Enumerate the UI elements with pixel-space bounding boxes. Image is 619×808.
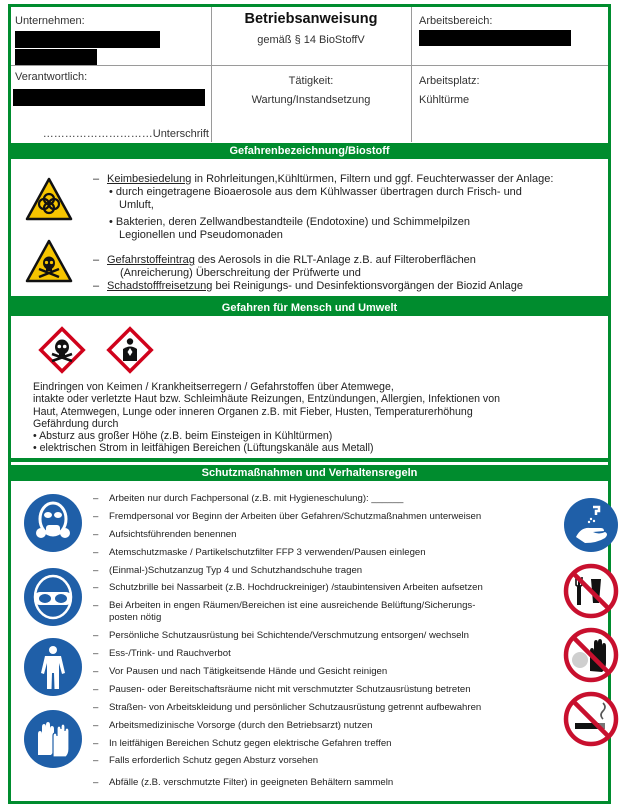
hazard-text: des Aerosols in die RLT-Anlage z.B. auf Filteroberflächen bbox=[194, 254, 476, 266]
list-item bbox=[93, 582, 559, 600]
list-dash: – bbox=[93, 564, 99, 576]
ghs-health-hazard-icon bbox=[105, 325, 155, 375]
respirator-mandatory-icon bbox=[23, 493, 83, 553]
sub-bullet: • Bakterien, deren Zellwandbestandteile (Endotoxine) und Schimmelpilzen bbox=[109, 216, 470, 228]
list-dash: – bbox=[93, 683, 99, 695]
list-item-text: Ess-/Trink- und Rauchverbot bbox=[109, 648, 231, 660]
redacted-company-name bbox=[15, 49, 97, 65]
hazards-line: Gefährdung durch bbox=[33, 417, 119, 430]
sub-bullet-continuation: Umluft, bbox=[119, 199, 154, 211]
list-dash: – bbox=[93, 648, 99, 660]
list-item-text: Fremdpersonal vor Beginn der Arbeiten über Gefahren/Schutzmaßnahmen unterweisen bbox=[109, 510, 482, 522]
list-item bbox=[93, 666, 559, 684]
no-eating-drinking-icon bbox=[563, 563, 619, 619]
list-dash: – bbox=[93, 173, 100, 185]
list-item bbox=[93, 547, 559, 565]
list-dash: – bbox=[93, 737, 99, 749]
list-item bbox=[93, 684, 559, 702]
list-dash: – bbox=[93, 510, 99, 522]
list-item bbox=[93, 738, 559, 756]
list-item-text: Abfälle (z.B. verschmutzte Filter) in geeigneten Behältern sammeln bbox=[109, 777, 394, 789]
list-dash bbox=[93, 612, 109, 630]
sub-bullet: • durch eingetragene Bioaerosole aus dem Kühlwasser übertragen durch Frisch- und bbox=[109, 186, 522, 198]
list-item bbox=[93, 493, 559, 511]
list-dash: – bbox=[93, 630, 99, 642]
company-label: Unternehmen: bbox=[15, 15, 85, 27]
gloves-mandatory-icon bbox=[23, 709, 83, 769]
hazard-keyword: Keimbesiedelung bbox=[107, 173, 192, 185]
section-banner-protective-measures: Schutzmaßnahmen und Verhaltensregeln bbox=[11, 465, 608, 481]
toxic-warning-icon bbox=[25, 239, 73, 283]
section-banner-hazard-designation: Gefahrenbezeichnung/Biostoff bbox=[11, 143, 608, 159]
list-dash: – bbox=[93, 600, 99, 612]
list-dash: – bbox=[93, 582, 99, 594]
list-item-text: Straßen- von Arbeitskleidung und persönlicher Schutzausrüstung getrennt aufbewahren bbox=[109, 701, 482, 713]
list-item-text: Arbeiten nur durch Fachpersonal (z.B. mit Hygieneschulung): ______ bbox=[109, 493, 404, 504]
redacted-company-name bbox=[15, 31, 160, 48]
responsible-label: Verantwortlich: bbox=[15, 71, 88, 83]
operating-instruction-sheet bbox=[8, 4, 611, 804]
hazard-text: in Rohrleitungen,Kühltürmen, Filtern und ggf. Feuchterwasser der Anlage: bbox=[191, 173, 554, 185]
hazard-designation-list bbox=[93, 173, 607, 293]
section-banner-hazards-human-environment: Gefahren für Mensch und Umwelt bbox=[11, 300, 608, 316]
list-item bbox=[93, 648, 559, 666]
redacted-responsible-name bbox=[13, 89, 205, 106]
list-item-text: Aufsichtsführenden benennen bbox=[109, 528, 237, 540]
hazards-description bbox=[33, 381, 605, 455]
list-dash: – bbox=[93, 528, 99, 540]
list-dash: – bbox=[93, 546, 99, 558]
list-dash: – bbox=[93, 254, 100, 266]
hazard-item bbox=[93, 254, 607, 267]
sub-bullet-continuation: Legionellen und Pseudomonaden bbox=[119, 229, 283, 241]
document-title: Betriebsanweisung bbox=[244, 11, 378, 27]
list-item-text: Falls erforderlich Schutz gegen Absturz vorsehen bbox=[109, 755, 319, 767]
no-touching-icon bbox=[563, 627, 619, 683]
hazard-sub-list bbox=[93, 186, 607, 242]
hazard-text: bei Reinigungs- und Desinfektionsvorgängen der Biozid Anlage bbox=[212, 280, 524, 292]
ghs-skull-icon bbox=[37, 325, 87, 375]
list-item-text: Persönliche Schutzausrüstung bei Schichtende/Verschmutzung entsorgen/ wechseln bbox=[109, 630, 469, 642]
protective-suit-mandatory-icon bbox=[23, 637, 83, 697]
signature-line: …………………………Unterschrift bbox=[42, 128, 209, 140]
protective-measures-list bbox=[93, 493, 559, 795]
activity-value: Wartung/Instandsetzung bbox=[251, 94, 371, 106]
list-dash: – bbox=[93, 719, 99, 731]
list-item bbox=[93, 565, 559, 583]
header-divider bbox=[411, 7, 412, 142]
list-item-text: Schutzbrille bei Nassarbeit (z.B. Hochdruckreiniger) /staubintensiven Arbeiten aufsetzen bbox=[109, 582, 483, 594]
list-dash: – bbox=[93, 755, 99, 767]
hazard-item bbox=[93, 280, 607, 293]
list-item bbox=[93, 755, 559, 773]
redacted-work-area bbox=[419, 30, 571, 46]
list-dash: – bbox=[93, 493, 99, 504]
header-row-divider bbox=[11, 65, 608, 66]
list-item bbox=[93, 720, 559, 738]
activity-label: Tätigkeit: bbox=[288, 75, 334, 87]
list-item-continuation bbox=[93, 612, 559, 630]
list-item-text: (Einmal-)Schutzanzug Typ 4 und Schutzhandschuhe tragen bbox=[109, 564, 363, 576]
list-dash: – bbox=[93, 701, 99, 713]
section-divider bbox=[11, 458, 608, 462]
list-dash: – bbox=[93, 666, 99, 678]
list-item bbox=[93, 529, 559, 547]
hazards-line: intakte oder verletzte Haut bzw. Schleimhäute Reizungen, Entzündungen, Allergien, Infektionen von bbox=[33, 393, 501, 406]
list-item bbox=[93, 511, 559, 529]
document-subtitle: gemäß § 14 BioStoffV bbox=[257, 34, 365, 46]
list-item-text: Atemschutzmaske / Partikelschutzfilter FFP 3 verwenden/Pausen einlegen bbox=[109, 546, 426, 558]
list-dash: – bbox=[93, 777, 99, 789]
hazards-line: Haut, Atemwegen, Lunge oder inneren Organen z.B. mit Fieber, Husten, Temperaturerhöhung bbox=[33, 405, 473, 418]
list-item-text: Bei Arbeiten in engen Räumen/Bereichen ist eine ausreichende Belüftung/Sicherungs- bbox=[109, 600, 476, 612]
list-dash: – bbox=[93, 280, 100, 292]
list-item-text: Arbeitsmedizinische Vorsorge (durch den Betriebsarzt) nutzen bbox=[109, 719, 373, 731]
list-item bbox=[93, 630, 559, 648]
workplace-value: Kühltürme bbox=[419, 94, 470, 106]
list-item bbox=[93, 600, 559, 612]
hazards-line: • Absturz aus großer Höhe (z.B. beim Einsteigen in Kühltürmen) bbox=[33, 430, 333, 443]
list-item-text: posten nötig bbox=[109, 612, 162, 624]
hazards-line: Eindringen von Keimen / Krankheitserregern / Gefahrstoffen über Atemwege, bbox=[33, 381, 394, 393]
list-item bbox=[93, 702, 559, 720]
list-item-text: In leitfähigen Bereichen Schutz gegen elektrische Gefahren treffen bbox=[109, 737, 392, 749]
list-item-text: Vor Pausen und nach Tätigkeitsende Hände und Gesicht reinigen bbox=[109, 666, 388, 678]
workplace-label: Arbeitsplatz: bbox=[419, 75, 480, 87]
hazard-keyword: Gefahrstoffeintrag bbox=[107, 254, 195, 266]
biohazard-warning-icon bbox=[25, 177, 73, 221]
wash-hands-icon bbox=[563, 497, 619, 553]
work-area-label: Arbeitsbereich: bbox=[419, 15, 493, 27]
list-item-text: Pausen- oder Bereitschaftsräume nicht mit verschmutzter Schutzausrüstung betreten bbox=[109, 683, 471, 695]
hazard-continuation: (Anreicherung) Überschreitung der Prüfwerte und bbox=[120, 267, 361, 279]
hazard-keyword: Schadstofffreisetzung bbox=[107, 280, 213, 292]
hazard-item bbox=[93, 173, 607, 186]
no-smoking-icon bbox=[563, 691, 619, 747]
list-item bbox=[93, 777, 559, 795]
goggles-mandatory-icon bbox=[23, 567, 83, 627]
hazards-line: • elektrischen Strom in leitfähigen Bereichen (Lüftungskanäle aus Metall) bbox=[33, 442, 374, 455]
